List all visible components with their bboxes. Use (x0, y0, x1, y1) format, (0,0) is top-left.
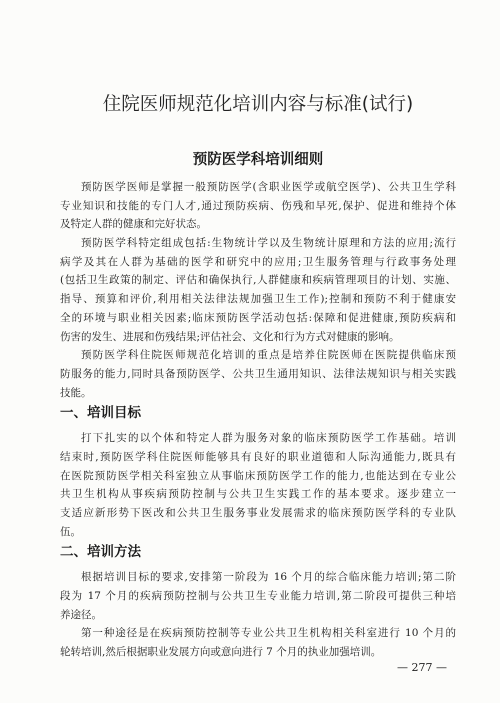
paragraph-line: 结束时,预防医学科住院医师能够具有良好的职业道德和人际沟通能力,既具有 (60, 451, 456, 463)
paragraph-line: 伤害的发生、进展和伤残结果;评估社会、文化和行为方式对健康的影响。 (60, 331, 400, 343)
paragraph-line: 轮转培训,然后根据职业发展方向或意向进行 7 个月的执业加强培训。 (60, 646, 382, 658)
paragraph-line: 根据培训目标的要求,安排第一阶段为 16 个月的综合临床能力培训;第二阶 (81, 571, 456, 583)
paragraph-line: 专业知识和技能的专门人才,通过预防疾病、伤残和早死,保护、促进和维持个体 (60, 200, 456, 212)
paragraph-line: 预防医学医师是掌握一般预防医学(含职业医学或航空医学)、公共卫生学科 (81, 181, 456, 193)
paragraph-line: 段为 17 个月的疾病预防控制与公共卫生专业能力培训,第二阶段可提供三种培 (60, 590, 456, 602)
paragraph-line: 技能。 (60, 387, 92, 399)
paragraph-line: 预防医学科特定组成包括:生物统计学以及生物统计原理和方法的应用;流行 (81, 237, 456, 249)
paragraph-line: 支适应新形势下医改和公共卫生服务事业发展需求的临床预防医学科的专业队 (60, 507, 456, 519)
paragraph-line: 养途径。 (60, 609, 102, 621)
paragraph-line: (包括卫生政策的制定、评估和确保执行,人群健康和疾病管理项目的计划、实施、 (60, 274, 456, 286)
page-number: — 277 — (397, 661, 447, 674)
paragraph-line: 伍。 (60, 526, 81, 538)
paragraph-line: 病学及其在人群为基础的医学和研究中的应用;卫生服务管理与行政事务处理 (60, 256, 456, 268)
paragraph-line: 指导、预算和评价,利用相关法律法规加强卫生工作);控制和预防不利于健康安 (60, 293, 456, 305)
paragraph-line: 第一种途径是在疾病预防控制等专业公共卫生机构相关科室进行 10 个月的 (81, 627, 456, 639)
paragraph-line: 及特定人群的健康和完好状态。 (60, 218, 207, 230)
section-heading: 二、培训方法 (60, 544, 141, 560)
document-subtitle: 预防医学科培训细则 (192, 151, 324, 168)
paragraph-line: 全的环境与职业相关因素;临床预防医学活动包括:保障和促进健康,预防疾病和 (60, 312, 456, 324)
paragraph-line: 在医院预防医学相关科室独立从事临床预防医学工作的能力,也能达到在专业公 (60, 470, 456, 482)
paragraph-line: 共卫生机构从事疾病预防控制与公共卫生实践工作的基本要求。逐步建立一 (60, 488, 456, 500)
paragraph-line: 防服务的能力,同时具备预防医学、公共卫生通用知识、法律法规知识与相关实践 (60, 368, 456, 380)
paragraph-line: 预防医学科住院医师规范化培训的重点是培养住院医师在医院提供临床预 (81, 349, 456, 361)
document-title: 住院医师规范化培训内容与标准(试行) (102, 94, 414, 115)
section-heading: 一、培训目标 (60, 405, 141, 421)
paragraph-line: 打下扎实的以个体和特定人群为服务对象的临床预防医学工作基础。培训 (81, 432, 456, 444)
